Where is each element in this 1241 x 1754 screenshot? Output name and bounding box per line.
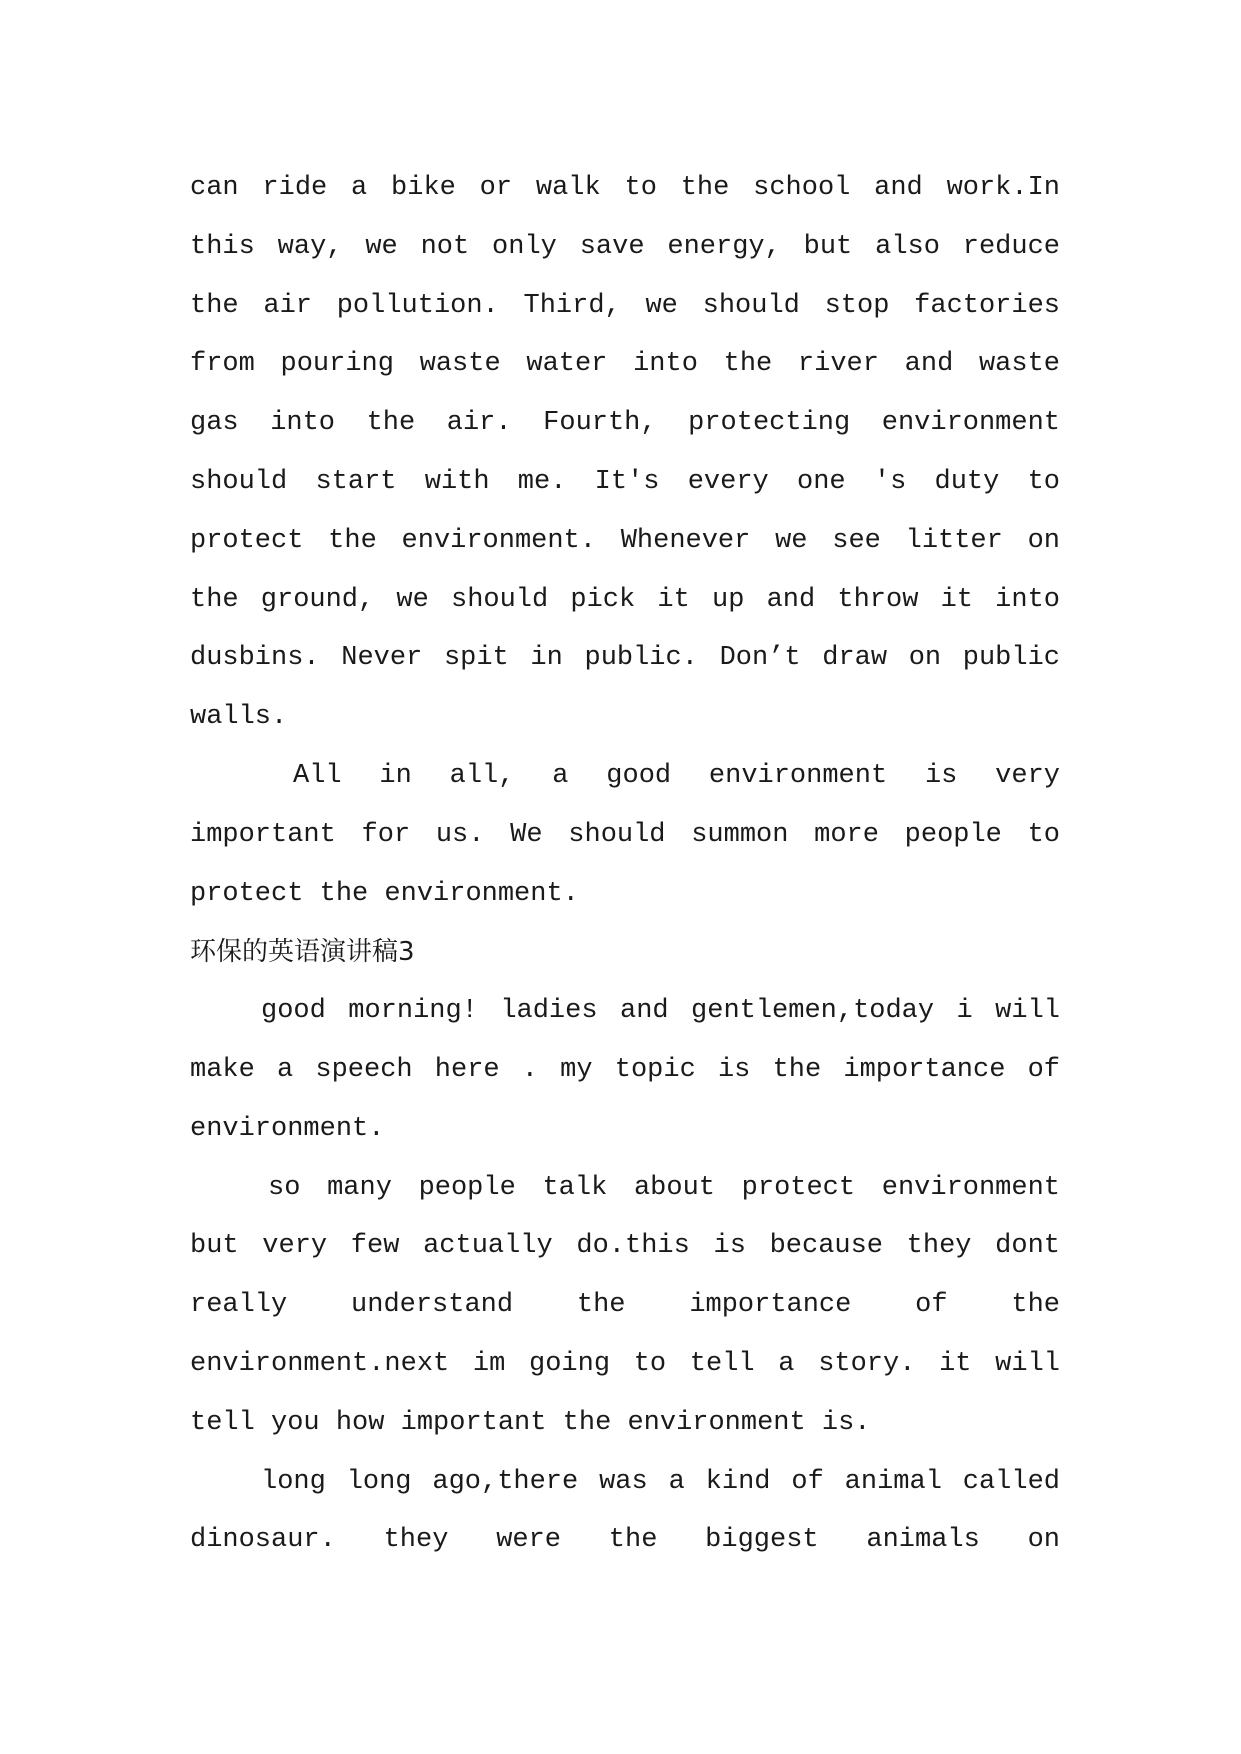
text-line: the ground, we should pick it up and throw it into <box>190 584 1060 615</box>
text-line: dinosaur. they were the biggest animals on <box>190 1525 1060 1556</box>
text-line: the air pollution. Third, we should stop factories <box>190 290 1060 321</box>
text-line: from pouring waste water into the river and waste <box>190 349 1060 380</box>
text-line: tell you how important the environment is. <box>190 1407 871 1438</box>
text-line: can ride a bike or walk to the school and work.In <box>190 173 1060 203</box>
text-line: make a speech here . my topic is the importance of <box>190 1055 1060 1085</box>
text-line: good morning! ladies and gentlemen,today i will <box>261 996 1060 1027</box>
text-line: walls. <box>190 702 288 733</box>
text-line: long long ago,there was a kind of animal called <box>261 1466 1060 1497</box>
text-line: protect the environment. <box>190 878 579 909</box>
text-line: environment. <box>190 1113 385 1144</box>
text-line: should start with me. It's every one 's duty to <box>190 467 1060 497</box>
text-line: All in all, a good environment is very <box>293 761 1060 791</box>
text-line: really understand the importance of the <box>190 1290 1060 1321</box>
text-line: gas into the air. Fourth, protecting environment <box>190 408 1060 439</box>
text-line: so many people talk about protect environment <box>268 1172 1060 1203</box>
text-line: protect the environment. Whenever we see litter on <box>190 525 1060 556</box>
section-heading: 环保的英语演讲稿3 <box>190 937 415 968</box>
text-line: but very few actually do.this is because they dont <box>190 1231 1060 1262</box>
text-line: important for us. We should summon more people to <box>190 819 1060 850</box>
text-line: dusbins. Never spit in public. Don’t draw on public <box>190 643 1060 674</box>
text-line: environment.next im going to tell a story. it will <box>190 1349 1060 1379</box>
text-line: this way, we not only save energy, but also reduce <box>190 231 1060 262</box>
